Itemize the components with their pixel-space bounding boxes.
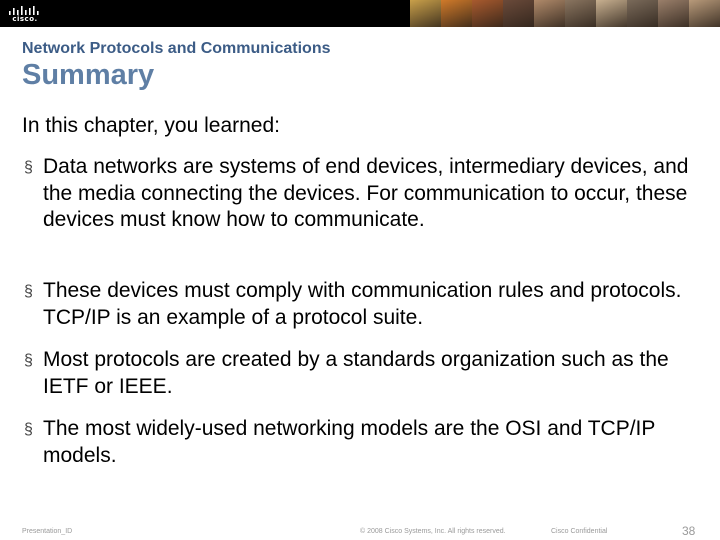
person-photo xyxy=(441,0,472,27)
slide-supertitle: Network Protocols and Communications xyxy=(22,40,331,57)
person-photo xyxy=(410,0,441,27)
bullet-item xyxy=(22,347,702,400)
cisco-logo-text: cisco. xyxy=(12,15,38,23)
footer-confidential: Cisco Confidential xyxy=(551,528,608,535)
slide-intro: In this chapter, you learned: xyxy=(22,114,280,137)
footer-presentation-id: Presentation_ID xyxy=(22,528,73,535)
bullet-item xyxy=(22,154,702,234)
slide-title: Summary xyxy=(22,59,155,91)
person-photo xyxy=(472,0,503,27)
bullet-text: Most protocols are created by a standards organization such as the IETF or IEEE. xyxy=(43,348,669,398)
person-photo xyxy=(658,0,689,27)
people-photo-strip xyxy=(410,0,720,27)
bullet-item xyxy=(22,278,702,331)
bullet-text: The most widely-used networking models are the OSI and TCP/IP models. xyxy=(43,417,656,467)
bullet-marker-icon: § xyxy=(24,421,33,438)
top-banner xyxy=(0,0,720,27)
person-photo xyxy=(627,0,658,27)
bullet-marker-icon: § xyxy=(24,283,33,300)
person-photo xyxy=(534,0,565,27)
bullet-text: Data networks are systems of end devices, intermediary devices, and the media connecting the devices. For communication to occur, these devices must know how to communicate. xyxy=(43,155,689,231)
bullet-item xyxy=(22,416,702,469)
person-photo xyxy=(565,0,596,27)
bullet-marker-icon: § xyxy=(24,159,33,176)
bullet-text: These devices must comply with communication rules and protocols. TCP/IP is an example of a protocol suite. xyxy=(43,279,682,329)
page-number: 38 xyxy=(682,524,696,538)
person-photo xyxy=(689,0,720,27)
cisco-logo xyxy=(8,4,42,24)
person-photo xyxy=(596,0,627,27)
person-photo xyxy=(503,0,534,27)
bullet-marker-icon: § xyxy=(24,352,33,369)
footer-copyright: © 2008 Cisco Systems, Inc. All rights reserved. xyxy=(360,528,506,535)
